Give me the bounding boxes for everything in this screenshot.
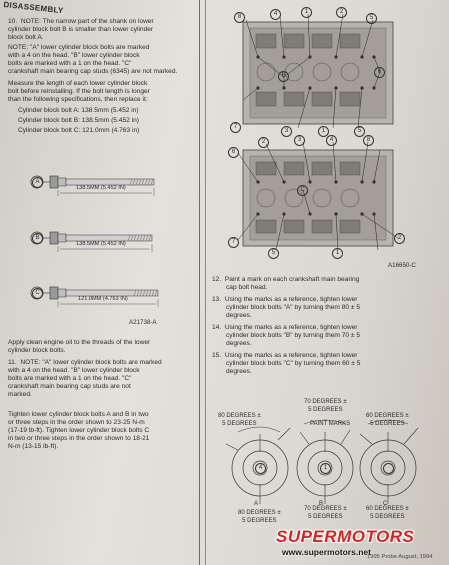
callout-8-lower: 8	[363, 135, 374, 146]
block-figure-code: A16650-C	[388, 262, 416, 269]
bolt-figure-code: A21738-A	[129, 319, 157, 326]
step-13-line-3: degrees.	[226, 312, 252, 319]
note-10-line-3: block bolt A.	[8, 34, 44, 41]
note-10-line-6: bolts are marked with a 1 on the head. "C"	[8, 60, 132, 67]
dial-a-letter: A	[254, 501, 259, 507]
callout-5-upper: 5	[354, 126, 365, 137]
left-column	[4, 0, 194, 565]
section-header: DISASSEMBLY	[3, 0, 65, 16]
step-12-line-2: cap bolt head.	[226, 284, 268, 291]
torque-line-1: Tighten lower cylinder block bolts A and B in two	[8, 411, 149, 418]
supermotors-watermark	[276, 527, 446, 565]
callout-6-lower: 6	[228, 147, 239, 158]
torque-line-4: in two or three steps in the order shown to 18-21	[8, 435, 150, 442]
watermark-brand: SUPERMOTORS	[276, 527, 415, 546]
callout-2-lower-right: 2	[394, 233, 405, 244]
bolt-b-length: 138.5MM (5.452 IN)	[76, 241, 126, 247]
measure-line-3: than the following specifications, then replace it:	[8, 96, 148, 103]
callout-2-top: 2	[336, 7, 347, 18]
dial-a-bottom-label: 80 DEGREES ± 5 DEGREES	[238, 510, 281, 524]
apply-oil-line-1: Apply clean engine oil to the threads of the lower	[8, 339, 151, 346]
upper-block-illustration	[243, 14, 393, 128]
spec-bolt-c: Cylinder block bolt C: 121.0mm (4.763 in)	[18, 127, 140, 134]
step-13-line-2: cylinder block bolts "A" by turning them 80 ± 5	[226, 304, 361, 311]
callout-b-top: B	[278, 71, 289, 82]
step-11-line-1: 11. NOTE: "A" lower cylinder block bolts are marked	[8, 359, 162, 366]
step-12-line-1: 12. Paint a mark on each crankshaft main bearing	[212, 276, 360, 283]
dial-c-top-label: 60 DEGREES ± 5 DEGREES	[366, 413, 409, 427]
column-divider-outer	[205, 0, 206, 565]
page-footer: 1995 Probe August, 1994	[367, 554, 433, 560]
dial-c-bottom-label: 60 DEGREES ± 5 DEGREES	[366, 506, 409, 520]
callout-2-lower: 2	[258, 137, 269, 148]
step-14-line-3: degrees.	[226, 340, 252, 347]
note-10-line-7: crankshaft main bearing cap studs (6345) are not marked.	[8, 68, 178, 75]
callout-5-lower: 5	[268, 248, 279, 259]
callout-7-upper: 7	[230, 122, 241, 133]
step-15-line-2: cylinder block bolts "C" by turning them 60 ± 5	[226, 360, 361, 367]
callout-3-upper: 3	[281, 126, 292, 137]
dial-b-bottom-label: 70 DEGREES ± 5 DEGREES	[304, 506, 347, 520]
callout-c-lower: C	[297, 185, 308, 196]
torque-line-5: N-m (13-15 lb-ft).	[8, 443, 59, 450]
callout-7-lower: 7	[228, 237, 239, 248]
dial-a-center: 4	[255, 463, 266, 474]
step-14-line-1: 14. Using the marks as a reference, tighten lower	[212, 324, 358, 331]
bolt-c-length: 121.0MM (4.763 IN)	[78, 296, 128, 302]
torque-line-3: (17-19 lb-ft). Tighten lower cylinder block bolts C	[8, 427, 150, 434]
dial-b-letter: B	[319, 501, 324, 507]
callout-8-top: 8	[234, 12, 245, 23]
note-10-line-2: cylinder block bolt B is smaller than lower cylinder	[8, 26, 154, 33]
step-11-line-5: marked.	[8, 391, 32, 398]
step-11-line-3: bolts are marked with a 1 on the head. "C"	[8, 375, 132, 382]
dial-a-top-label: 80 DEGREES ± 5 DEGREES	[218, 413, 261, 427]
step-15-line-1: 15. Using the marks as a reference, tighten lower	[212, 352, 358, 359]
dial-c-center	[383, 463, 394, 474]
callout-3-lower: 3	[294, 135, 305, 146]
bolt-a-callout: A	[32, 177, 43, 188]
spec-bolt-b: Cylinder block bolt B: 138.5mm (5.452 in)	[18, 117, 139, 124]
column-divider	[199, 0, 200, 565]
bolt-a-length: 138.5MM (5.452 IN)	[76, 185, 126, 191]
bolt-c-callout: C	[32, 288, 43, 299]
step-11-line-2: with a 4 on the head. "B" lower cylinder block	[8, 367, 140, 374]
step-11-line-4: crankshaft main bearing cap studs are not	[8, 383, 131, 390]
watermark-url: www.supermotors.net	[282, 547, 371, 557]
apply-oil-line-2: cylinder block bolts.	[8, 347, 66, 354]
callout-4-top: 4	[270, 9, 281, 20]
step-14-line-2: cylinder block bolts "B" by turning them 70 ± 5	[226, 332, 361, 339]
paint-marks-label: PAINT MARKS	[310, 421, 351, 427]
dial-c-letter: C	[383, 501, 388, 507]
callout-5-top: 5	[366, 13, 377, 24]
note-10-line-1: 10. NOTE: The narrow part of the shank on lower	[8, 18, 154, 25]
step-15-line-3: degrees.	[226, 368, 252, 375]
dial-b-center: 1	[320, 463, 331, 474]
callout-1-upper: 1	[318, 126, 329, 137]
callout-1-lower: 1	[332, 248, 343, 259]
spec-bolt-a: Cylinder block bolt A: 138.5mm (5.452 in)	[18, 107, 139, 114]
measure-line-1: Measure the length of each lower cylinder block	[8, 80, 148, 87]
dial-b-top-label: 70 DEGREES ± 5 DEGREES	[304, 399, 347, 413]
lower-block-illustration	[238, 142, 398, 250]
step-13-line-1: 13. Using the marks as a reference, tighten lower	[212, 296, 358, 303]
bolt-b-callout: B	[32, 233, 43, 244]
note-10-line-4: NOTE: "A" lower cylinder block bolts are marked	[8, 44, 150, 51]
callout-1-top: 1	[301, 7, 312, 18]
note-10-line-5: with a 4 on the head. "B" lower cylinder block	[8, 52, 140, 59]
torque-line-2: or three steps in the order shown to 23-25 N-m	[8, 419, 145, 426]
callout-4-lower: 4	[326, 135, 337, 146]
callout-6-top: 6	[374, 67, 385, 78]
right-column	[208, 0, 444, 565]
measure-line-2: bolt before reinstalling. If the bolt length is longer	[8, 88, 150, 95]
